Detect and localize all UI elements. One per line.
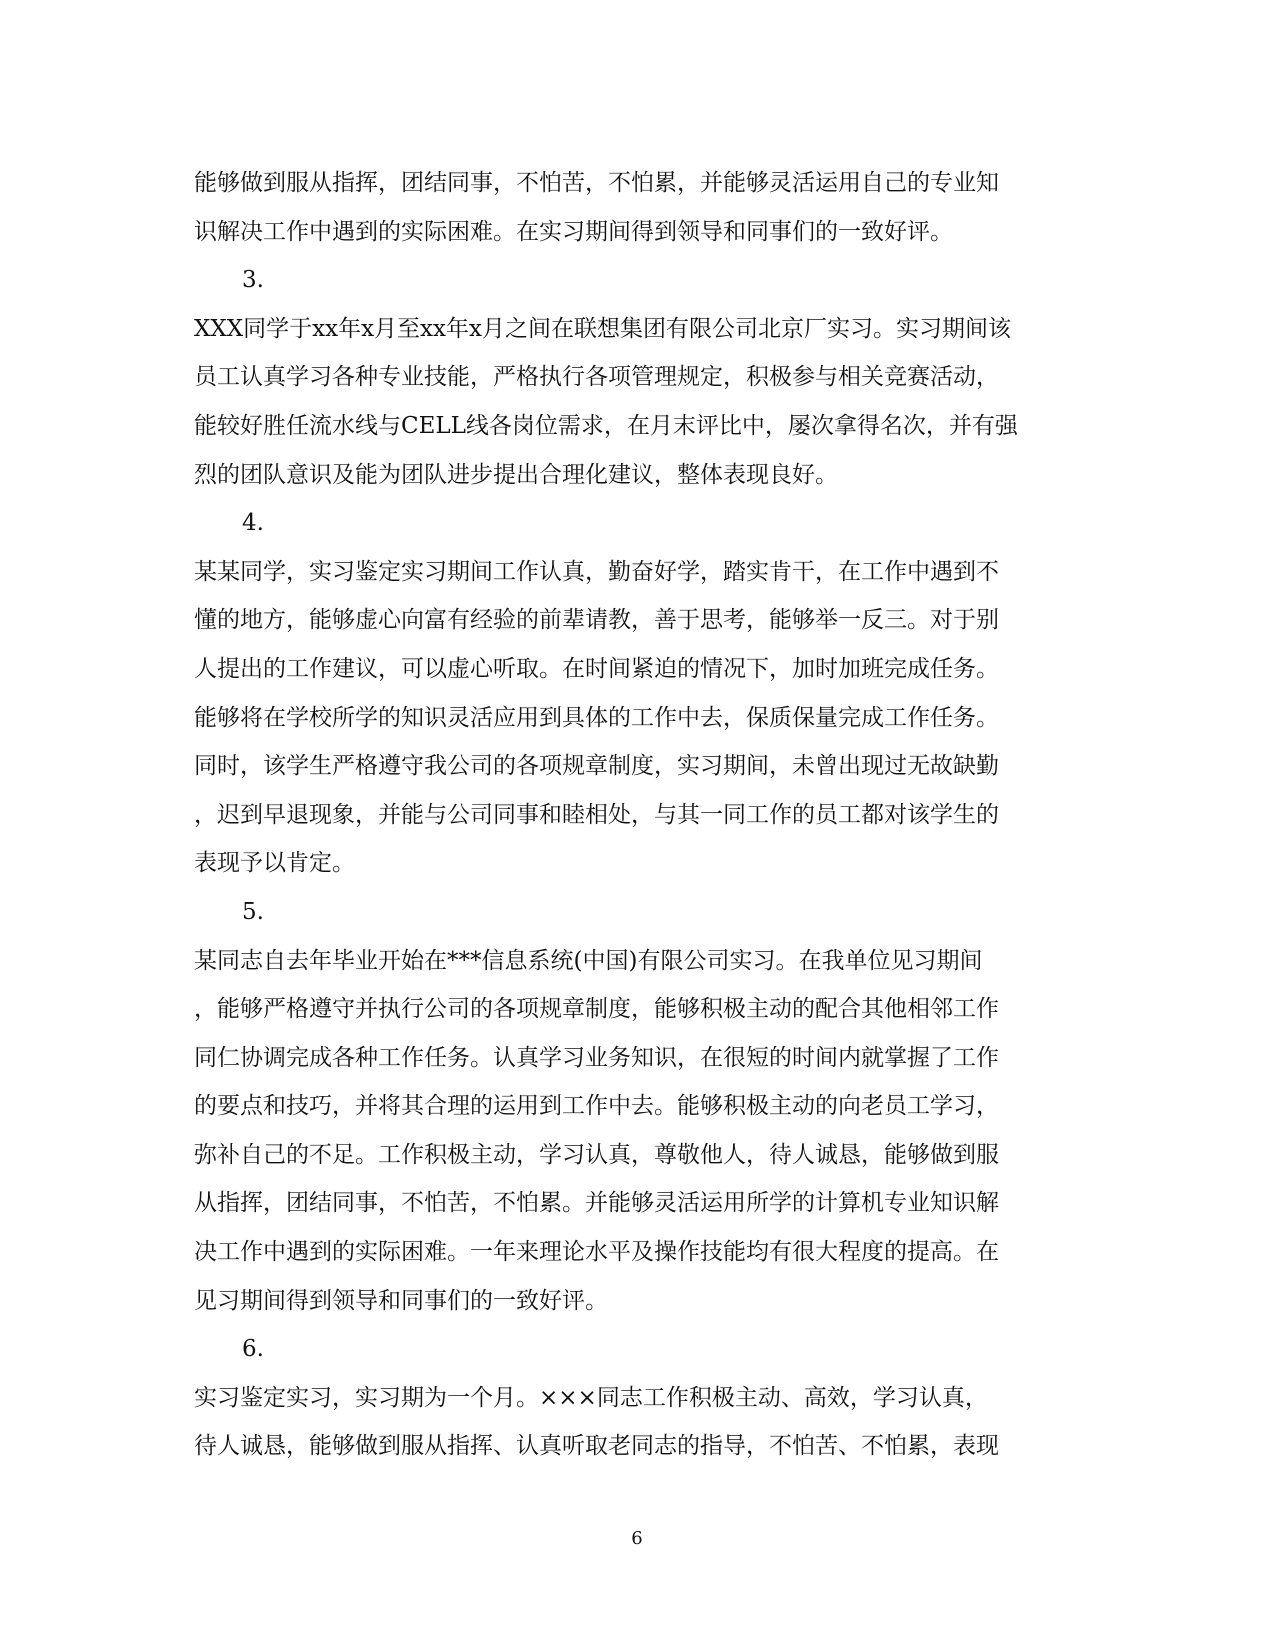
text-line: 从指挥，团结同事，不怕苦，不怕累。并能够灵活运用所学的计算机专业知识解 (194, 1190, 999, 1217)
text-line: 决工作中遇到的实际困难。一年来理论水平及操作技能均有很大程度的提高。在 (194, 1239, 999, 1266)
text-line: 能够将在学校所学的知识灵活应用到具体的工作中去，保质保量完成工作任务。 (194, 704, 999, 731)
text-line: 某某同学，实习鉴定实习期间工作认真，勤奋好学，踏实肯干，在工作中遇到不 (194, 558, 999, 585)
text-line: 见习期间得到领导和同事们的一致好评。 (194, 1287, 608, 1314)
item-number: 3. (242, 267, 264, 294)
text-line: 人提出的工作建议，可以虚心听取。在时间紧迫的情况下，加时加班完成任务。 (194, 655, 999, 682)
text-line: XXX同学于xx年x月至xx年x月之间在联想集团有限公司北京厂实习。实习期间该 (194, 315, 1011, 342)
text-line: 能较好胜任流水线与CELL线各岗位需求，在月末评比中，屡次拿得名次，并有强 (194, 412, 1018, 439)
item-number: 4. (242, 510, 264, 537)
document-body (194, 159, 1072, 1471)
text-line: ，能够严格遵守并执行公司的各项规章制度，能够积极主动的配合其他相邻工作 (194, 996, 999, 1023)
text-line: 同仁协调完成各种工作任务。认真学习业务知识，在很短的时间内就掌握了工作 (194, 1044, 999, 1071)
text-line: 某同志自去年毕业开始在***信息系统(中国)有限公司实习。在我单位见习期间 (194, 947, 983, 974)
text-line: 识解决工作中遇到的实际困难。在实习期间得到领导和同事们的一致好评。 (194, 218, 953, 245)
text-line: 懂的地方，能够虚心向富有经验的前辈请教，善于思考，能够举一反三。对于别 (194, 607, 999, 634)
text-line: 实习鉴定实习，实习期为一个月。×××同志工作积极主动、高效，学习认真， (194, 1384, 988, 1411)
text-line: 同时，该学生严格遵守我公司的各项规章制度，实习期间，未曾出现过无故缺勤 (194, 753, 999, 780)
text-line: 的要点和技巧，并将其合理的运用到工作中去。能够积极主动的向老员工学习， (194, 1093, 999, 1120)
item-number: 6. (242, 1336, 264, 1363)
text-line: ，迟到早退现象，并能与公司同事和睦相处，与其一同工作的员工都对该学生的 (194, 801, 999, 828)
page-number: 6 (631, 1528, 643, 1549)
item-number: 5. (242, 898, 264, 925)
text-line: 能够做到服从指挥，团结同事，不怕苦，不怕累，并能够灵活运用自己的专业知 (194, 170, 999, 196)
text-line: 烈的团队意识及能为团队进步提出合理化建议，整体表现良好。 (194, 461, 838, 488)
text-line: 员工认真学习各种专业技能，严格执行各项管理规定，积极参与相关竞赛活动， (194, 364, 999, 391)
text-line: 表现予以肯定。 (194, 850, 355, 877)
text-line: 待人诚恳，能够做到服从指挥、认真听取老同志的指导，不怕苦、不怕累，表现 (194, 1433, 999, 1460)
text-line: 弥补自己的不足。工作积极主动，学习认真，尊敬他人，待人诚恳，能够做到服 (194, 1141, 999, 1168)
